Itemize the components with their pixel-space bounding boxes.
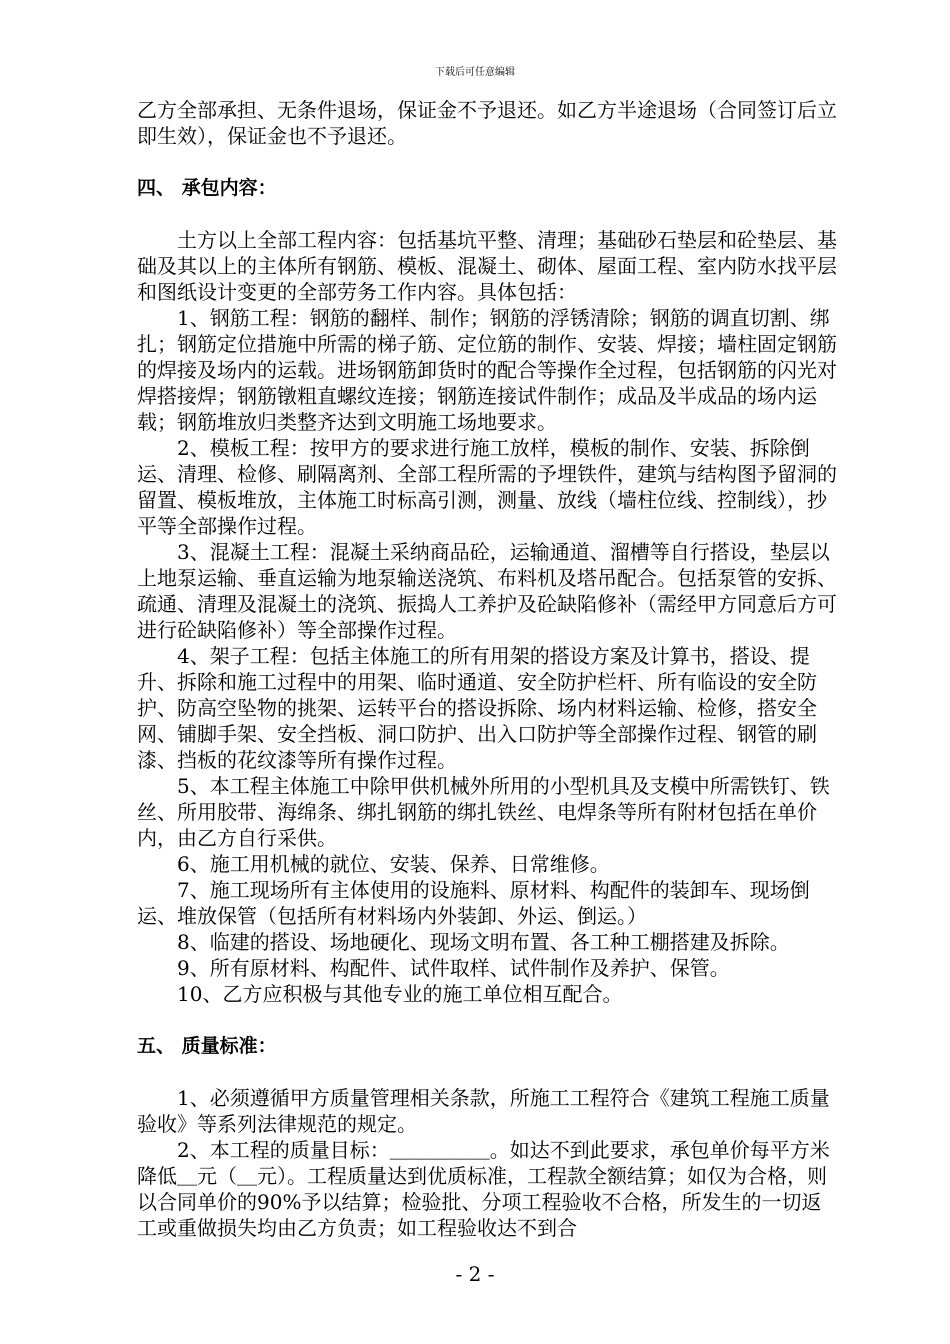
- paragraph-spacer: [137, 1059, 839, 1085]
- paragraph-spacer: [137, 1007, 839, 1033]
- page-header: 下载后可任意编辑: [435, 67, 515, 78]
- section-heading: 四、 承包内容：: [137, 177, 277, 199]
- paragraph-spacer: [137, 149, 839, 175]
- paragraph: 7、施工现场所有主体使用的设施料、原材料、构配件的装卸车、现场倒运、堆放保管（包括所有材料场内外装卸、外运、倒运。）: [137, 878, 810, 928]
- paragraph: 1、必须遵循甲方质量管理相关条款，所施工工程符合《建筑工程施工质量验收》等系列法律规范的规定。: [137, 1086, 830, 1136]
- paragraph-spacer: [137, 201, 839, 227]
- paragraph: 2、本工程的质量目标：＿＿＿＿＿。如达不到此要求，承包单价每平方米降低＿元（＿元）。工程质量达到优质标准，工程款全额结算；如仅为合格，则以合同单价的90%予以结算；检验批、分项工程验收不合格，所发生的一切返工或重做损失均由乙方负责；如工程验收达不到合: [137, 1138, 830, 1240]
- paragraph: 8、临建的搭设、场地硬化、现场文明布置、各工种工棚搭建及拆除。: [177, 930, 790, 954]
- document-body: [137, 97, 839, 1241]
- paragraph: 9、所有原材料、构配件、试件取样、试件制作及养护、保管。: [177, 956, 730, 980]
- paragraph: 4、架子工程：包括主体施工的所有用架的搭设方案及计算书，搭设、提升、拆除和施工过程中的用架、临时通道、安全防护栏杆、所有临设的安全防护、防高空坠物的挑架、运转平台的搭设拆除、场内材料运输、检修，搭安全网、铺脚手架、安全挡板、洞口防护、出入口防护等全部操作过程、钢管的刷漆、挡板的花纹漆等所有操作过程。: [137, 644, 817, 772]
- paragraph: 土方以上全部工程内容：包括基坑平整、清理；基础砂石垫层和砼垫层、基础及其以上的主体所有钢筋、模板、混凝土、砌体、屋面工程、室内防水找平层和图纸设计变更的全部劳务工作内容。具体包括：: [137, 228, 837, 304]
- paragraph: 10、乙方应积极与其他专业的施工单位相互配合。: [177, 982, 623, 1006]
- page-number: - 2 -: [455, 1262, 495, 1286]
- paragraph: 1、钢筋工程：钢筋的翻样、制作；钢筋的浮锈清除；钢筋的调直切割、绑扎；钢筋定位措施中所需的梯子筋、定位筋的制作、安装、焊接；墙柱固定钢筋的焊接及场内的运载。进场钢筋卸货时的配合等操作全过程，包括钢筋的闪光对焊搭接焊；钢筋镦粗直螺纹连接；钢筋连接试件制作；成品及半成品的场内运载；钢筋堆放归类整齐达到文明施工场地要求。: [137, 306, 837, 434]
- paragraph: 乙方全部承担、无条件退场，保证金不予退还。如乙方半途退场（合同签订后立即生效），保证金也不予退还。: [137, 98, 837, 148]
- paragraph: 6、施工用机械的就位、安装、保养、日常维修。: [177, 852, 610, 876]
- section-heading: 五、 质量标准：: [137, 1035, 277, 1057]
- paragraph: 2、模板工程：按甲方的要求进行施工放样，模板的制作、安装、拆除倒运、清理、检修、刷隔离剂、全部工程所需的予埋铁件，建筑与结构图予留洞的留置、模板堆放，主体施工时标高引测，测量、放线（墙柱位线、控制线），抄平等全部操作过程。: [137, 436, 837, 538]
- paragraph: 5、本工程主体施工中除甲供机械外所用的小型机具及支模中所需铁钉、铁丝、所用胶带、海绵条、绑扎钢筋的绑扎铁丝、电焊条等所有附材包括在单价内，由乙方自行采供。: [137, 774, 830, 850]
- paragraph: 3、混凝土工程：混凝土采纳商品砼，运输通道、溜槽等自行搭设，垫层以上地泵运输、垂直运输为地泵输送浇筑、布料机及塔吊配合。包括泵管的安拆、疏通、清理及混凝土的浇筑、振捣人工养护及砼缺陷修补（需经甲方同意后方可进行砼缺陷修补）等全部操作过程。: [137, 540, 837, 642]
